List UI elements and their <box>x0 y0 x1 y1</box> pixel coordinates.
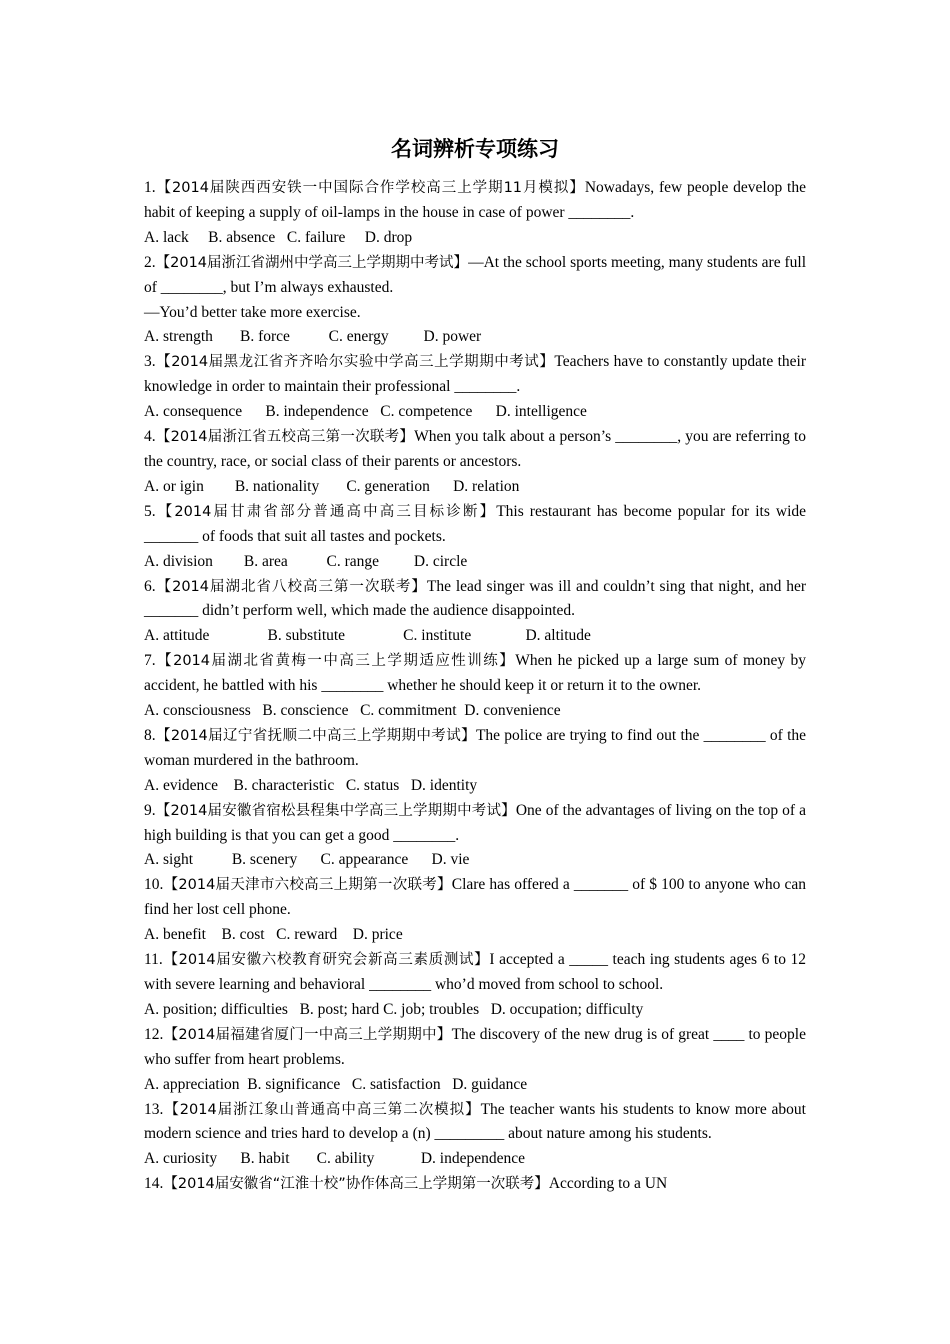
question-number: 9. <box>144 801 156 819</box>
question-stem <box>144 350 806 400</box>
question-source: 【2014届湖北省八校高三第一次联考】 <box>155 578 427 595</box>
question-source: 【2014届陕西西安铁一中国际合作学校高三上学期11月模拟】 <box>155 180 585 196</box>
question-text: The teacher wants his students to know more about modern science and tries hard to develop a (n) _________ about nature among his students. <box>144 1100 806 1143</box>
question-number: 8. <box>144 726 156 744</box>
question-number: 1. <box>144 179 156 196</box>
question-stem <box>144 1098 806 1148</box>
question-number: 5. <box>144 502 156 520</box>
question-text: I accepted a _____ teach ing students ages 6 to 12 with severe learning and behavioral ________ who’d moved from school to school. <box>144 951 806 993</box>
question-stem <box>144 649 806 699</box>
question-text: Teachers have to constantly update their knowledge in order to maintain their professional ________. <box>144 353 807 396</box>
question-number: 13. <box>144 1100 164 1118</box>
question-stem <box>144 724 806 774</box>
question-source: 【2014届天津市六校高三上期第一次联考】 <box>163 877 452 894</box>
question-source: 【2014届浙江象山普通高中高三第二次模拟】 <box>163 1101 481 1118</box>
page-title: 名词辨析专项练习 <box>391 137 559 161</box>
answer-options: A. curiosity B. habit C. ability D. independence <box>144 1150 525 1168</box>
question-number: 11. <box>144 951 163 969</box>
answer-options: A. consciousness B. conscience C. commitment D. convenience <box>144 702 561 720</box>
question-source: 【2014届安徽六校教育研究会新高三素质测试】 <box>162 952 490 969</box>
question-text: Clare has offered a _______ of $ 100 to anyone who can find her lost cell phone. <box>144 876 806 919</box>
answer-options: A. benefit B. cost C. reward D. price <box>144 926 403 944</box>
question-number: 6. <box>144 577 156 595</box>
question-source: 【2014届福建省厦门一中高三上学期期中】 <box>163 1026 452 1043</box>
question-stem <box>144 948 806 998</box>
answer-options: A. consequence B. independence C. competence D. intelligence <box>144 403 587 421</box>
answer-options: A. evidence B. characteristic C. status D. identity <box>144 776 478 794</box>
question-stem <box>144 1023 806 1073</box>
question-source: 【2014届辽宁省抚顺二中高三上学期期中考试】 <box>155 727 476 744</box>
question-stem <box>144 799 806 849</box>
answer-options: A. lack B. absence C. failure D. drop <box>144 228 413 246</box>
question-stem <box>144 251 806 301</box>
question-source: 【2014届甘肃省部分普通高中高三目标诊断】 <box>155 503 497 520</box>
question-text: According to a UN <box>548 1175 668 1193</box>
answer-options: A. appreciation B. significance C. satisfaction D. guidance <box>144 1075 528 1093</box>
answer-options: A. sight B. scenery C. appearance D. vie <box>144 851 470 869</box>
question-text: When he picked up a large sum of money by accident, he battled with his ________ whether he should keep it or return it to the owner. <box>144 652 806 695</box>
question-stem <box>144 873 806 923</box>
question-source: 【2014届浙江省五校高三第一次联考】 <box>155 429 415 446</box>
question-number: 2. <box>144 253 156 271</box>
question-number: 4. <box>144 428 156 446</box>
question-source: 【2014届浙江省湖州中学高三上学期期中考试】 <box>155 254 469 271</box>
question-list <box>144 176 806 1197</box>
question-source: 【2014届安徽省宿松县程集中学高三上学期期中考试】 <box>155 802 516 819</box>
question-number: 10. <box>144 876 164 894</box>
question-number: 3. <box>144 353 156 371</box>
question-text: The lead singer was ill and couldn’t sing that night, and her _______ didn’t perform well, which made the audience disappointed. <box>144 577 807 620</box>
question-source: 【2014届安徽省“江淮十校”协作体高三上学期第一次联考】 <box>163 1176 549 1193</box>
answer-options: A. position; difficulties B. post; hard C. job; troubles D. occupation; difficulty <box>144 1000 644 1018</box>
question-text: Nowadays, few people develop the habit of keeping a supply of oil-lamps in the house in case of power ________. <box>144 179 806 221</box>
answer-options: A. attitude B. substitute C. institute D. altitude <box>144 627 591 645</box>
question-text: The discovery of the new drug is of great ____ to people who suffer from heart problems. <box>144 1025 806 1068</box>
question-stem <box>144 1172 806 1197</box>
question-source: 【2014届湖北省黄梅一中高三上学期适应性训练】 <box>155 653 516 670</box>
question-stem <box>144 425 806 475</box>
question-number: 12. <box>144 1025 164 1043</box>
question-text: When you talk about a person’s ________, you are referring to the country, race, or social class of their parents or ancestors. <box>144 428 807 470</box>
question-number: 7. <box>144 652 156 670</box>
answer-options: A. division B. area C. range D. circle <box>144 552 468 570</box>
question-text: —At the school sports meeting, many students are full of ________, but I’m always exhausted. <box>144 253 806 296</box>
question-dialogue-line: —You’d better take more exercise. <box>144 303 361 321</box>
question-stem <box>144 575 806 625</box>
question-text: The police are trying to find out the ________ of the woman murdered in the bathroom. <box>144 726 807 769</box>
question-text: This restaurant has become popular for its wide _______ of foods that suit all tastes and pockets. <box>144 502 806 545</box>
question-text: One of the advantages of living on the top of a high building is that you can get a good ________. <box>144 801 806 844</box>
question-source: 【2014届黑龙江省齐齐哈尔实验中学高三上学期期中考试】 <box>155 354 555 371</box>
answer-options: A. or igin B. nationality C. generation D. relation <box>144 477 520 495</box>
answer-options: A. strength B. force C. energy D. power <box>144 328 482 346</box>
question-stem <box>144 176 806 226</box>
question-stem <box>144 500 806 550</box>
question-number: 14. <box>144 1175 164 1193</box>
